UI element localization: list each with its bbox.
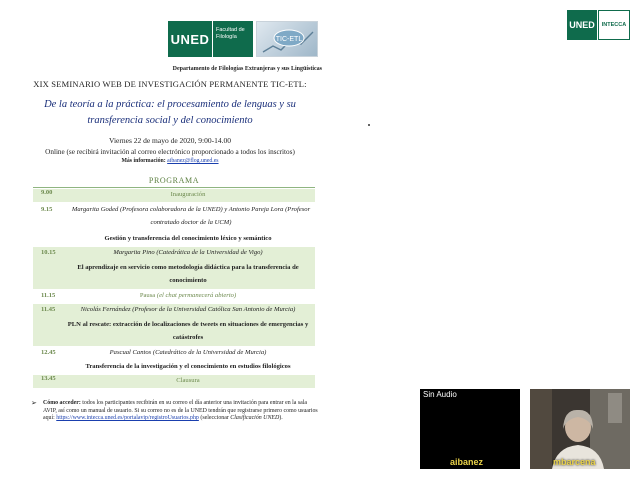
facultad-logo: Facultad de Filología (213, 21, 253, 57)
program-time: 10.15 (41, 249, 56, 256)
cursor-dot (368, 124, 370, 126)
program-item: Inauguración (170, 191, 206, 198)
program-time: 9.15 (41, 206, 53, 213)
program-row (33, 347, 315, 374)
program-item: Clausura (176, 377, 200, 384)
program-talk-title: PLN al rescate: extracción de localizaciones de tweets en situaciones de emergencias y catástrofes (67, 321, 309, 341)
main-title: De la teoría a la práctica: el procesamiento de lenguas y su transferencia social y del conocimiento (44, 99, 296, 126)
uned-logo: UNED (168, 21, 212, 57)
break-label: Pausa (139, 292, 156, 299)
uned-corner-logo: UNED (567, 10, 597, 40)
program-speaker: Nicolás Fernández (Profesor de la Universidad Católica San Antonio de Murcia) (80, 306, 296, 313)
program-talk-title: Gestión y transferencia del conocimiento léxico y semántico (104, 235, 272, 242)
department-label: Departamento de Filologías Extranjeras y sus Lingüísticas (172, 66, 322, 72)
program-row (33, 304, 315, 346)
info-email-link[interactable]: aibanez@flog.uned.es (167, 158, 219, 164)
program-row (33, 290, 315, 303)
intecca-logo: INTECCA (598, 10, 630, 40)
program-speaker: Pascual Cantos (Catedrático de la Universidad de Murcia) (109, 349, 267, 356)
program-time: 11.45 (41, 306, 56, 313)
program-speaker: Margarita Goded (Profesora colaboradora de la UNED) y Antonio Pareja Lora (Profesor contratado doctor de la UCM) (71, 206, 311, 226)
program-time: 13.45 (41, 375, 56, 382)
tic-etl-logo-text: TIC-ETL (275, 36, 303, 43)
program-time: 9.00 (41, 189, 53, 196)
registration-link[interactable]: https://www.intecca.uned.es/portalavip/registroUsuarios.php (56, 415, 199, 422)
break-note: (el chat permanecerá abierto) (156, 292, 237, 299)
program-row (33, 189, 315, 202)
online-note: Online (se recibirá invitación al correo electrónico proporcionado a todos los inscritos) (45, 148, 295, 156)
tic-etl-logo (256, 21, 318, 57)
more-info-label: Más información: (121, 158, 166, 164)
program-row (33, 247, 315, 289)
no-audio-label: Sin Audio (423, 390, 457, 399)
access-notes-emphasis: Clasificación UNED (230, 415, 280, 422)
program-talk-title: Transferencia de la investigación y el conocimiento en estudios filológicos (85, 363, 291, 370)
access-notes-text: todos los participantes recibirán en su correo el día anterior una invitación para entrar en la sala AVIP, así como un manual de usuario. Si su correo no es de la UNED tendrán que registrarse primero como usuarios aquí: (43, 400, 318, 422)
participant-video-aibanez[interactable] (420, 389, 520, 469)
program-break (63, 290, 313, 302)
program-row (33, 375, 315, 388)
program-row (33, 203, 315, 247)
participant-name: mbarcena (553, 457, 596, 467)
program-time: 12.45 (41, 349, 56, 356)
access-notes-label: Cómo acceder: (43, 400, 81, 406)
event-date: Viernes 22 de mayo de 2020, 9:00-14.00 (108, 136, 232, 145)
seminar-title: XIX SEMINARIO WEB DE INVESTIGACIÓN PERMANENTE TIC-ETL: (33, 79, 307, 89)
more-info (10, 158, 330, 164)
access-notes-after-2: ). (279, 415, 283, 422)
arrow-bullet-icon: ➢ (31, 399, 37, 407)
access-notes (33, 400, 318, 423)
program-time: 11.15 (41, 292, 56, 299)
program-talk-title: El aprendizaje en servicio como metodología didáctica para la transferencia de conocimiento (77, 264, 299, 284)
program-speaker: Margarita Pino (Catedrática de la Universidad de Vigo) (113, 249, 263, 256)
participant-video-mbarcena[interactable] (530, 389, 630, 469)
participant-name: aibanez (450, 457, 484, 467)
program-heading: PROGRAMA (33, 176, 315, 188)
access-notes-after-1: (seleccionar (200, 415, 229, 422)
